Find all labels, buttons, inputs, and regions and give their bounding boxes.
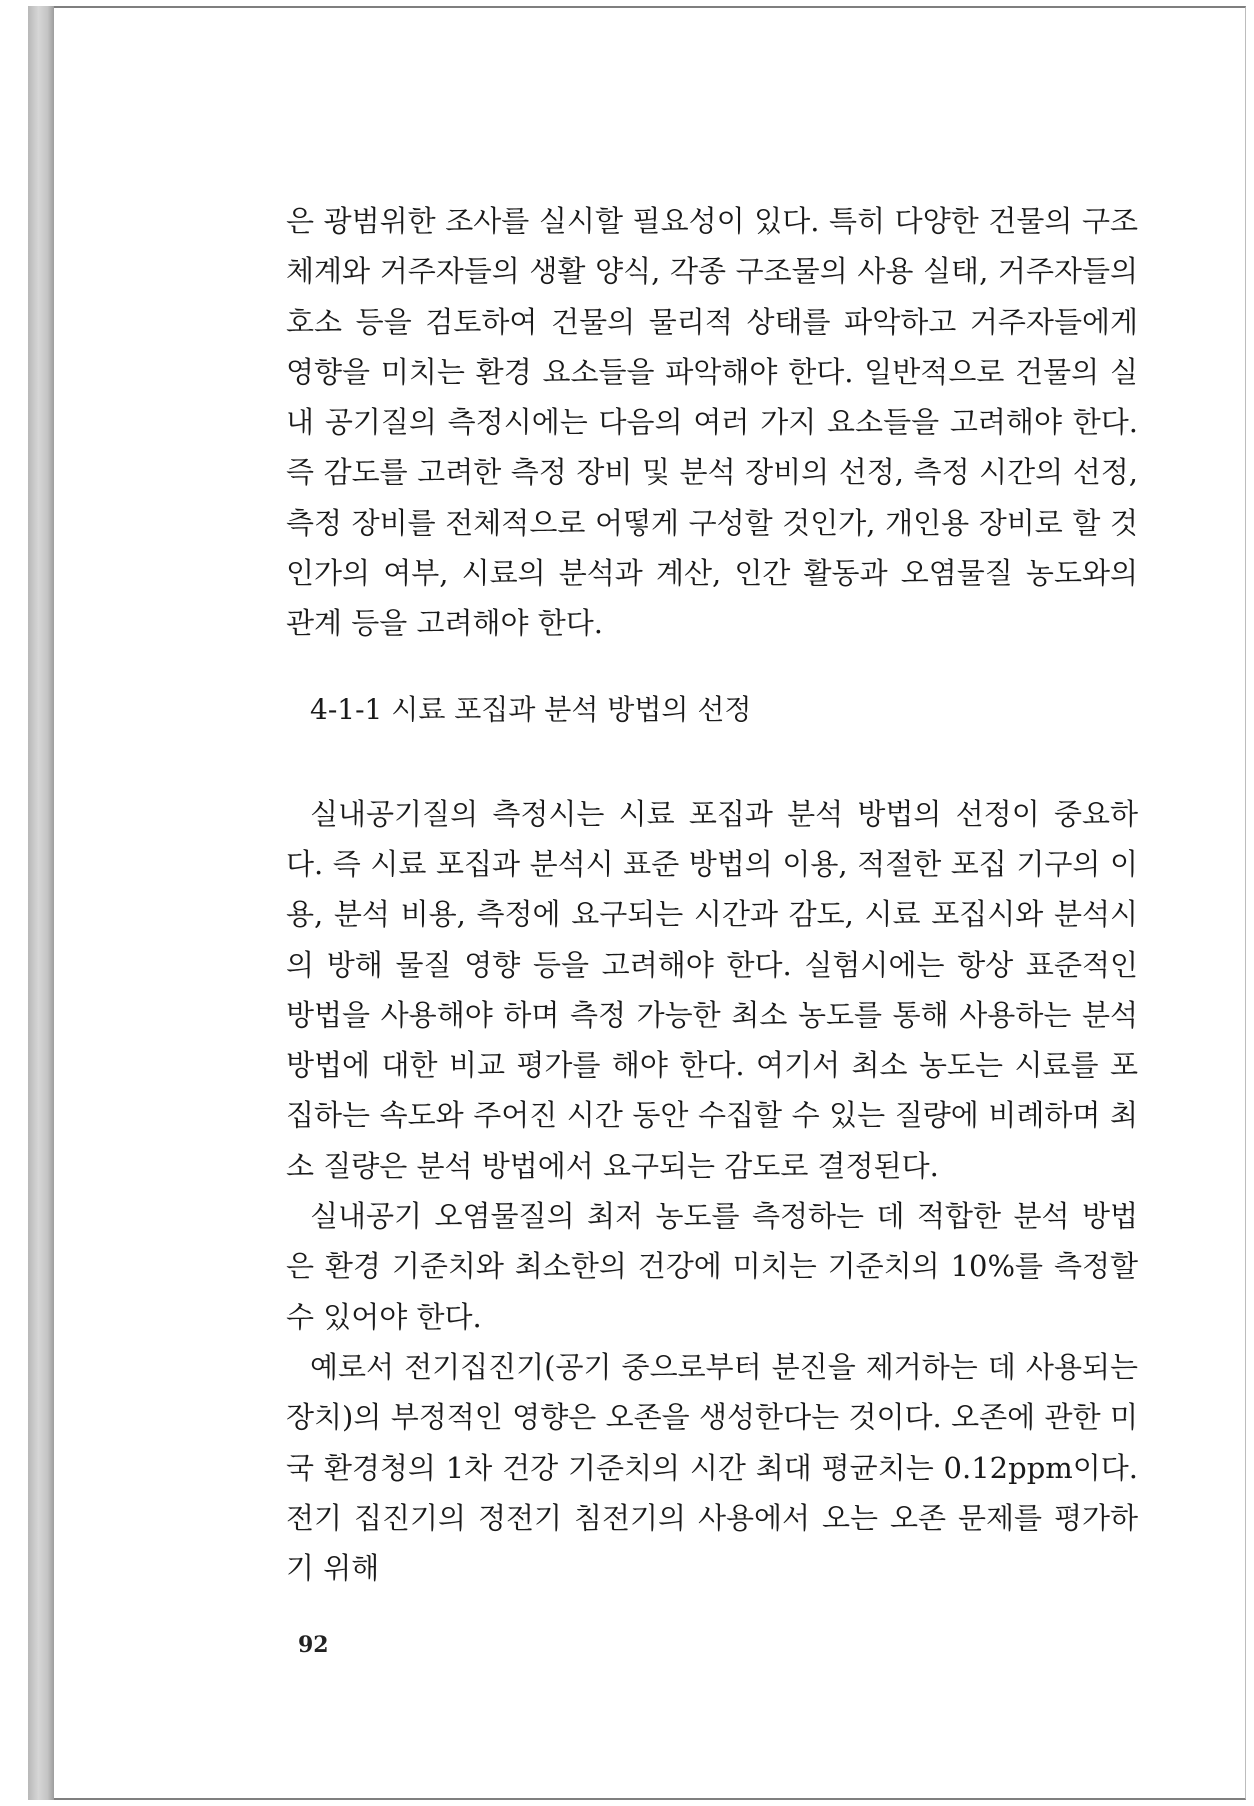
body-text: [286, 196, 1138, 1593]
page-edge-stack: [28, 6, 55, 1800]
page-number: 92: [298, 1632, 329, 1658]
paragraph-3: 예로서 전기집진기(공기 중으로부터 분진을 제거하는 데 사용되는 장치)의 부정적인 영향은 오존을 생성한다는 것이다. 오존에 관한 미국 환경청의 1차 건강 기준치의 시간 최대 평균치는 0.12ppm이다. 전기 집진기의 정전기 침전기의 사용에서 오는 오존 문제를 평가하기 위해: [286, 1349, 1138, 1586]
paragraph-intro: 은 광범위한 조사를 실시할 필요성이 있다. 특히 다양한 건물의 구조 체계와 거주자들의 생활 양식, 각종 구조물의 사용 실태, 거주자들의 호소 등을 검토하여 건물의 물리적 상태를 파악하고 거주자들에게 영향을 미치는 환경 요소들을 파악해야 한다. 일반적으로 건물의 실내 공기질의 측정시에는 다음의 여러 가지 요소들을 고려해야 한다. 즉 감도를 고려한 측정 장비 및 분석 장비의 선정, 측정 시간의 선정, 측정 장비를 전체적으로 어떻게 구성할 것인가, 개인용 장비로 할 것인가의 여부, 시료의 분석과 계산, 인간 활동과 오염물질 농도와의 관계 등을 고려해야 한다.: [286, 204, 1138, 641]
section-heading: 4-1-1 시료 포집과 분석 방법의 선정: [310, 692, 752, 726]
paragraph-1: 실내공기질의 측정시는 시료 포집과 분석 방법의 선정이 중요하다. 즉 시료 포집과 분석시 표준 방법의 이용, 적절한 포집 기구의 이용, 분석 비용, 측정에 요구되는 시간과 감도, 시료 포집시와 분석시의 방해 물질 영향 등을 고려해야 한다. 실험시에는 항상 표준적인 방법을 사용해야 하며 측정 가능한 최소 농도를 통해 사용하는 분석 방법에 대한 비교 평가를 해야 한다. 여기서 최소 농도는 시료를 포집하는 속도와 주어진 시간 동안 수집할 수 있는 질량에 비례하며 최소 질량은 분석 방법에서 요구되는 감도로 결정된다.: [286, 796, 1138, 1183]
paragraph-2: 실내공기 오염물질의 최저 농도를 측정하는 데 적합한 분석 방법은 환경 기준치와 최소한의 건강에 미치는 기준치의 10%를 측정할 수 있어야 한다.: [286, 1199, 1138, 1334]
